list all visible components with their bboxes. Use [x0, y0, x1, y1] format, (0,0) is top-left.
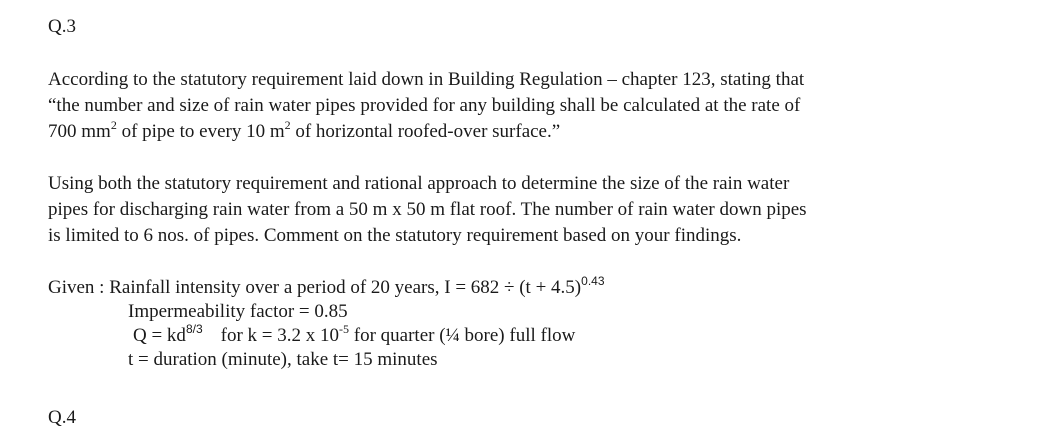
given-rainfall-row [48, 276, 605, 300]
given-label: Given : [48, 277, 105, 298]
m-squared-superscript: 2 [284, 118, 291, 132]
paragraph-task [48, 171, 1008, 249]
next-question-number-cut: Q.4 [48, 407, 76, 428]
formula-k-exponent: -5 [339, 322, 349, 336]
paragraph2-line3: is limited to 6 nos. of pipes. Comment on the statutory requirement based on your findings. [48, 225, 742, 246]
paragraph1-line3 [48, 119, 1008, 145]
paragraph1-line3-mid: of pipe to every 10 m [116, 121, 285, 142]
rainfall-intensity-text: Rainfall intensity over a period of 20 years, I = 682 ÷ (t + 4.5) [109, 277, 582, 298]
paragraph2-line1: Using both the statutory requirement and rational approach to determine the size of the rain water [48, 173, 790, 194]
rainfall-exponent: 0.43 [581, 274, 605, 288]
formula-q: Q = kd [133, 325, 186, 346]
mm-squared-superscript: 2 [110, 118, 117, 132]
formula-k-post: for quarter (¼ bore) full flow [349, 325, 576, 346]
paragraph1-line1: According to the statutory requirement laid down in Building Regulation – chapter 123, stating that [48, 69, 805, 90]
paragraph1-line2: “the number and size of rain water pipes provided for any building shall be calculated at the rate of [48, 95, 801, 116]
paragraph2-line2: pipes for discharging rain water from a 50 m x 50 m flat roof. The number of rain water down pipes [48, 199, 807, 220]
question-number: Q.3 [48, 16, 76, 37]
paragraph-statutory-requirement [48, 67, 1008, 145]
formula-k: for k = 3.2 x 10 [220, 325, 339, 346]
impermeability-row: Impermeability factor = 0.85 [128, 301, 348, 322]
flow-formula-row [133, 324, 575, 348]
duration-row: t = duration (minute), take t= 15 minutes [128, 349, 438, 370]
formula-exponent: 8/3 [185, 322, 203, 336]
paragraph1-line3-post: of horizontal roofed-over surface.” [290, 121, 561, 142]
paragraph1-line3-pre: 700 mm [48, 121, 111, 142]
